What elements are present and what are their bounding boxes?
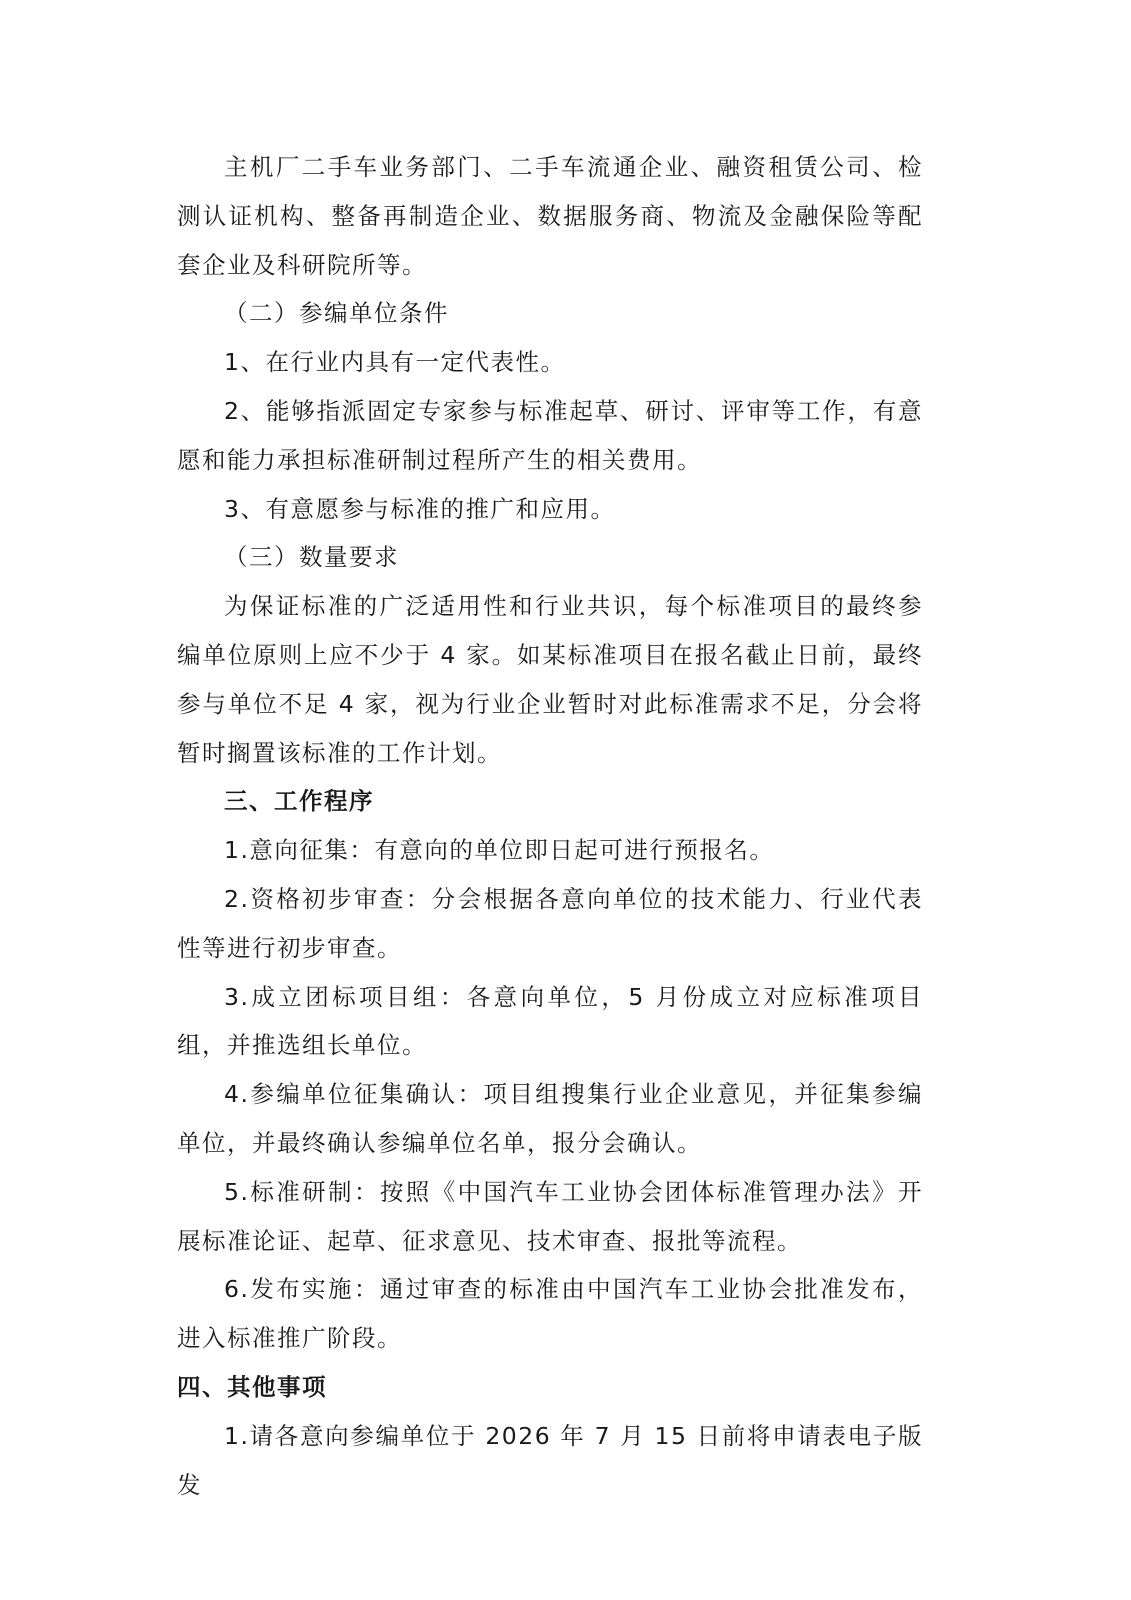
procedure-step-6: 6.发布实施：通过审查的标准由中国汽车工业协会批准发布，进入标准推广阶段。 xyxy=(177,1275,923,1353)
document-body xyxy=(177,143,923,1509)
procedure-step-4: 4.参编单位征集确认：项目组搜集行业企业意见，并征集参编单位，并最终确认参编单位名单，报分会确认。 xyxy=(177,1080,923,1157)
section-heading-procedure: 三、工作程序 xyxy=(224,787,374,816)
condition-item-2: 2、能够指派固定专家参与标准起草、研讨、评审等工作，有意愿和能力承担标准研制过程所产生的相关费用。 xyxy=(177,396,923,474)
subheading-conditions: （二）参编单位条件 xyxy=(224,299,449,328)
other-item-1: 1.请各意向参编单位于 2026 年 7 月 15 日前将申请表电子版发 xyxy=(177,1421,923,1499)
procedure-step-3: 3.成立团标项目组：各意向单位，5 月份成立对应标准项目组，并推选组长单位。 xyxy=(177,982,923,1060)
procedure-step-2: 2.资格初步审查：分会根据各意向单位的技术能力、行业代表性等进行初步审查。 xyxy=(177,884,923,962)
condition-item-1: 1、在行业内具有一定代表性。 xyxy=(224,348,566,377)
procedure-step-1: 1.意向征集：有意向的单位即日起可进行预报名。 xyxy=(224,836,775,865)
section-heading-other: 四、其他事项 xyxy=(177,1372,327,1401)
condition-item-3: 3、有意愿参与标准的推广和应用。 xyxy=(224,494,616,523)
subheading-quantity: （三）数量要求 xyxy=(224,543,399,572)
paragraph-quantity-requirement: 为保证标准的广泛适用性和行业共识，每个标准项目的最终参编单位原则上应不少于 4 家。如某标准项目在报名截止日前，最终参与单位不足 4 家，视为行业企业暂时对此标准需求不足，分会将暂时搁置该标准的工作计划。 xyxy=(177,592,923,767)
procedure-step-5: 5.标准研制：按照《中国汽车工业协会团体标准管理办法》开展标准论证、起草、征求意见、技术审查、报批等流程。 xyxy=(177,1177,923,1255)
paragraph-participant-types: 主机厂二手车业务部门、二手车流通企业、融资租赁公司、检测认证机构、整备再制造企业、数据服务商、物流及金融保险等配套企业及科研院所等。 xyxy=(177,153,923,279)
